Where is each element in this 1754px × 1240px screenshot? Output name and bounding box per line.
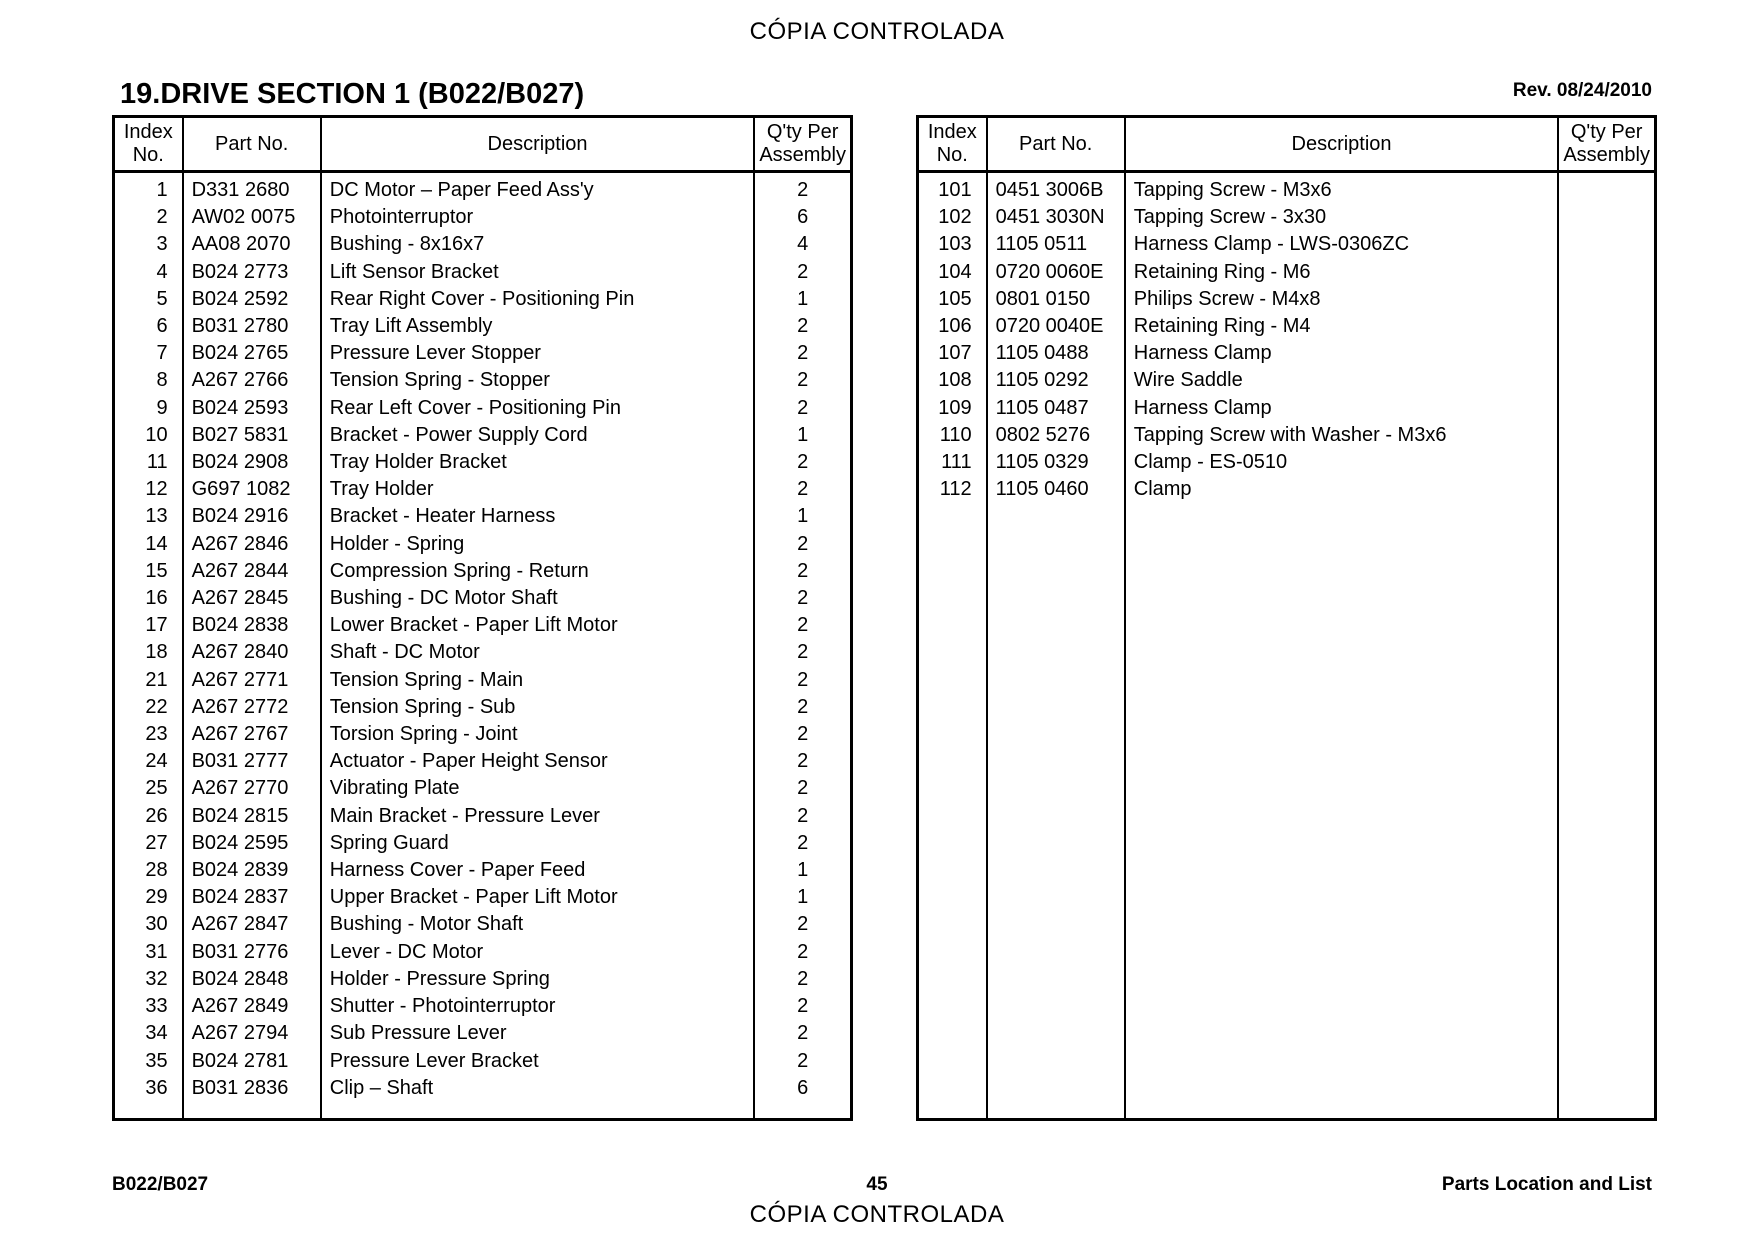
cell-qty	[1558, 367, 1655, 394]
cell-index: 27	[114, 830, 183, 857]
cell-part-no: 1105 0292	[987, 367, 1125, 394]
cell-part-no: B024 2592	[183, 286, 321, 313]
cell-part-no: A267 2846	[183, 531, 321, 558]
table-row	[114, 748, 852, 775]
cell-part-no: A267 2766	[183, 367, 321, 394]
cell-index: 4	[114, 259, 183, 286]
cell-description: Rear Right Cover - Positioning Pin	[321, 286, 755, 313]
cell-index: 24	[114, 748, 183, 775]
cell-qty: 1	[754, 857, 851, 884]
cell-index: 22	[114, 694, 183, 721]
cell-part-no: 1105 0487	[987, 395, 1125, 422]
cell-qty: 1	[754, 422, 851, 449]
filler-cell	[987, 503, 1125, 1119]
cell-qty: 1	[754, 286, 851, 313]
cell-description: Tension Spring - Sub	[321, 694, 755, 721]
cell-description: Spring Guard	[321, 830, 755, 857]
cell-description: Tray Lift Assembly	[321, 313, 755, 340]
table-row	[114, 286, 852, 313]
cell-part-no: 1105 0488	[987, 340, 1125, 367]
cell-description: DC Motor – Paper Feed Ass'y	[321, 172, 755, 205]
cell-description: Retaining Ring - M4	[1125, 313, 1559, 340]
cell-qty: 2	[754, 313, 851, 340]
cell-qty: 2	[754, 172, 851, 205]
table-row	[114, 884, 852, 911]
table-row	[918, 259, 1656, 286]
table-row	[114, 1048, 852, 1075]
cell-index: 18	[114, 639, 183, 666]
table-row	[114, 422, 852, 449]
table-row	[114, 172, 852, 205]
cell-index: 106	[918, 313, 987, 340]
cell-description: Harness Clamp	[1125, 395, 1559, 422]
filler-cell	[754, 1102, 851, 1120]
cell-qty	[1558, 172, 1655, 205]
cell-description: Holder - Pressure Spring	[321, 966, 755, 993]
table-row	[114, 395, 852, 422]
cell-index: 11	[114, 449, 183, 476]
cell-index: 14	[114, 531, 183, 558]
cell-qty: 2	[754, 1020, 851, 1047]
table-row	[918, 313, 1656, 340]
cell-index: 31	[114, 939, 183, 966]
cell-description: Harness Clamp - LWS-0306ZC	[1125, 231, 1559, 258]
cell-index: 34	[114, 1020, 183, 1047]
cell-description: Philips Screw - M4x8	[1125, 286, 1559, 313]
cell-description: Bracket - Heater Harness	[321, 503, 755, 530]
cell-part-no: B024 2765	[183, 340, 321, 367]
cell-description: Vibrating Plate	[321, 775, 755, 802]
cell-qty: 2	[754, 1048, 851, 1075]
table-row	[114, 1020, 852, 1047]
cell-description: Tapping Screw - M3x6	[1125, 172, 1559, 205]
table-row	[114, 803, 852, 830]
cell-description: Wire Saddle	[1125, 367, 1559, 394]
cell-part-no: A267 2772	[183, 694, 321, 721]
cell-part-no: B027 5831	[183, 422, 321, 449]
cell-part-no: A267 2770	[183, 775, 321, 802]
cell-part-no: D331 2680	[183, 172, 321, 205]
cell-qty: 4	[754, 231, 851, 258]
cell-part-no: 0451 3006B	[987, 172, 1125, 205]
cell-index: 36	[114, 1075, 183, 1102]
cell-part-no: B024 2781	[183, 1048, 321, 1075]
header-qty: Q'ty Per Assembly	[1558, 117, 1655, 172]
cell-qty: 2	[754, 775, 851, 802]
cell-description: Bushing - DC Motor Shaft	[321, 585, 755, 612]
cell-index: 103	[918, 231, 987, 258]
cell-description: Compression Spring - Return	[321, 558, 755, 585]
table-row	[114, 667, 852, 694]
cell-qty: 2	[754, 830, 851, 857]
cell-index: 2	[114, 204, 183, 231]
cell-part-no: A267 2849	[183, 993, 321, 1020]
cell-index: 29	[114, 884, 183, 911]
cell-description: Pressure Lever Bracket	[321, 1048, 755, 1075]
cell-index: 101	[918, 172, 987, 205]
header-part-no: Part No.	[987, 117, 1125, 172]
header-qty: Q'ty Per Assembly	[754, 117, 851, 172]
cell-qty: 2	[754, 558, 851, 585]
table-row	[114, 830, 852, 857]
cell-part-no: B024 2838	[183, 612, 321, 639]
cell-part-no: B031 2780	[183, 313, 321, 340]
cell-index: 102	[918, 204, 987, 231]
cell-qty: 2	[754, 748, 851, 775]
cell-part-no: B031 2777	[183, 748, 321, 775]
table-header-row	[114, 117, 852, 172]
cell-index: 108	[918, 367, 987, 394]
cell-description: Shutter - Photointerruptor	[321, 993, 755, 1020]
table-header-row	[918, 117, 1656, 172]
table-row	[114, 612, 852, 639]
cell-qty: 6	[754, 1075, 851, 1102]
table-row	[114, 259, 852, 286]
cell-index: 35	[114, 1048, 183, 1075]
cell-description: Tension Spring - Stopper	[321, 367, 755, 394]
table-row	[918, 449, 1656, 476]
table-row	[918, 231, 1656, 258]
cell-qty: 2	[754, 721, 851, 748]
table-row	[114, 585, 852, 612]
cell-part-no: A267 2767	[183, 721, 321, 748]
cell-qty: 1	[754, 884, 851, 911]
table-row	[114, 966, 852, 993]
table-row	[918, 476, 1656, 503]
parts-table-left	[112, 115, 853, 1121]
cell-description: Retaining Ring - M6	[1125, 259, 1559, 286]
cell-index: 1	[114, 172, 183, 205]
cell-description: Pressure Lever Stopper	[321, 340, 755, 367]
cell-part-no: A267 2840	[183, 639, 321, 666]
cell-qty	[1558, 313, 1655, 340]
cell-index: 28	[114, 857, 183, 884]
cell-part-no: B024 2848	[183, 966, 321, 993]
table-row	[114, 503, 852, 530]
cell-description: Clamp	[1125, 476, 1559, 503]
cell-index: 6	[114, 313, 183, 340]
cell-qty: 2	[754, 911, 851, 938]
header-part-no: Part No.	[183, 117, 321, 172]
table-row	[918, 204, 1656, 231]
cell-index: 25	[114, 775, 183, 802]
cell-part-no: B024 2815	[183, 803, 321, 830]
parts-table-right	[916, 115, 1657, 1121]
cell-index: 32	[114, 966, 183, 993]
cell-index: 109	[918, 395, 987, 422]
cell-index: 8	[114, 367, 183, 394]
filler-cell	[918, 503, 987, 1119]
cell-part-no: A267 2845	[183, 585, 321, 612]
cell-description: Tray Holder	[321, 476, 755, 503]
cell-description: Clamp - ES-0510	[1125, 449, 1559, 476]
table-row	[918, 367, 1656, 394]
cell-description: Bracket - Power Supply Cord	[321, 422, 755, 449]
cell-qty	[1558, 422, 1655, 449]
cell-qty: 2	[754, 639, 851, 666]
cell-description: Tapping Screw with Washer - M3x6	[1125, 422, 1559, 449]
cell-qty: 2	[754, 531, 851, 558]
cell-part-no: 0802 5276	[987, 422, 1125, 449]
cell-part-no: AA08 2070	[183, 231, 321, 258]
cell-description: Shaft - DC Motor	[321, 639, 755, 666]
cell-part-no: 1105 0511	[987, 231, 1125, 258]
table-row	[114, 367, 852, 394]
cell-description: Bushing - 8x16x7	[321, 231, 755, 258]
table-row	[114, 775, 852, 802]
cell-part-no: A267 2844	[183, 558, 321, 585]
cell-part-no: B031 2776	[183, 939, 321, 966]
cell-qty: 2	[754, 259, 851, 286]
cell-qty: 2	[754, 367, 851, 394]
table-row	[918, 172, 1656, 205]
cell-description: Lever - DC Motor	[321, 939, 755, 966]
cell-description: Clip – Shaft	[321, 1075, 755, 1102]
cell-description: Lift Sensor Bracket	[321, 259, 755, 286]
cell-index: 112	[918, 476, 987, 503]
filler-cell	[183, 1102, 321, 1120]
cell-part-no: B031 2836	[183, 1075, 321, 1102]
cell-qty: 2	[754, 803, 851, 830]
cell-index: 12	[114, 476, 183, 503]
cell-description: Bushing - Motor Shaft	[321, 911, 755, 938]
table-row	[114, 231, 852, 258]
cell-index: 21	[114, 667, 183, 694]
cell-part-no: B024 2837	[183, 884, 321, 911]
cell-description: Main Bracket - Pressure Lever	[321, 803, 755, 830]
cell-index: 10	[114, 422, 183, 449]
cell-part-no: B024 2839	[183, 857, 321, 884]
table-row	[918, 422, 1656, 449]
cell-qty	[1558, 286, 1655, 313]
cell-index: 30	[114, 911, 183, 938]
cell-description: Holder - Spring	[321, 531, 755, 558]
cell-part-no: B024 2593	[183, 395, 321, 422]
cell-index: 17	[114, 612, 183, 639]
filler-cell	[321, 1102, 755, 1120]
table-row	[918, 286, 1656, 313]
cell-qty: 2	[754, 476, 851, 503]
controlled-copy-watermark-top: CÓPIA CONTROLADA	[749, 18, 1005, 45]
table-row	[114, 911, 852, 938]
table-row	[114, 939, 852, 966]
cell-qty: 1	[754, 503, 851, 530]
cell-part-no: AW02 0075	[183, 204, 321, 231]
table-row	[114, 993, 852, 1020]
filler-cell	[1125, 503, 1559, 1119]
table-row	[114, 694, 852, 721]
cell-description: Harness Clamp	[1125, 340, 1559, 367]
cell-index: 110	[918, 422, 987, 449]
cell-index: 5	[114, 286, 183, 313]
cell-qty: 2	[754, 993, 851, 1020]
cell-index: 111	[918, 449, 987, 476]
table-filler-row	[918, 503, 1656, 1119]
cell-description: Harness Cover - Paper Feed	[321, 857, 755, 884]
cell-description: Rear Left Cover - Positioning Pin	[321, 395, 755, 422]
table-row	[114, 857, 852, 884]
parts-table-right-body	[918, 172, 1656, 1120]
table-row	[114, 639, 852, 666]
cell-index: 105	[918, 286, 987, 313]
table-row	[114, 558, 852, 585]
cell-description: Tension Spring - Main	[321, 667, 755, 694]
cell-index: 107	[918, 340, 987, 367]
cell-part-no: B024 2773	[183, 259, 321, 286]
cell-part-no: B024 2916	[183, 503, 321, 530]
cell-qty: 6	[754, 204, 851, 231]
cell-index: 9	[114, 395, 183, 422]
table-row	[114, 313, 852, 340]
cell-index: 7	[114, 340, 183, 367]
header-description: Description	[321, 117, 755, 172]
table-row	[114, 204, 852, 231]
cell-part-no: 1105 0460	[987, 476, 1125, 503]
cell-part-no: 1105 0329	[987, 449, 1125, 476]
cell-qty: 2	[754, 966, 851, 993]
cell-index: 13	[114, 503, 183, 530]
table-row	[114, 1075, 852, 1102]
cell-qty	[1558, 231, 1655, 258]
cell-qty	[1558, 449, 1655, 476]
cell-index: 104	[918, 259, 987, 286]
cell-part-no: A267 2771	[183, 667, 321, 694]
footer-section-name: Parts Location and List	[1441, 1174, 1652, 1195]
cell-index: 23	[114, 721, 183, 748]
cell-qty	[1558, 204, 1655, 231]
cell-part-no: B024 2595	[183, 830, 321, 857]
table-row	[918, 395, 1656, 422]
cell-qty: 2	[754, 395, 851, 422]
cell-qty: 2	[754, 694, 851, 721]
cell-part-no: A267 2794	[183, 1020, 321, 1047]
cell-index: 26	[114, 803, 183, 830]
section-title: 19.DRIVE SECTION 1 (B022/B027)	[120, 78, 585, 110]
cell-qty	[1558, 259, 1655, 286]
cell-qty	[1558, 395, 1655, 422]
cell-index: 3	[114, 231, 183, 258]
footer-model: B022/B027	[112, 1174, 209, 1195]
cell-part-no: A267 2847	[183, 911, 321, 938]
cell-description: Upper Bracket - Paper Lift Motor	[321, 884, 755, 911]
cell-qty: 2	[754, 585, 851, 612]
cell-part-no: 0720 0040E	[987, 313, 1125, 340]
revision-date: Rev. 08/24/2010	[1512, 80, 1652, 101]
cell-description: Lower Bracket - Paper Lift Motor	[321, 612, 755, 639]
footer-page-number: 45	[866, 1174, 888, 1195]
cell-part-no: 0451 3030N	[987, 204, 1125, 231]
table-row	[114, 721, 852, 748]
cell-qty	[1558, 476, 1655, 503]
cell-part-no: G697 1082	[183, 476, 321, 503]
header-index: Index No.	[918, 117, 987, 172]
cell-index: 16	[114, 585, 183, 612]
cell-index: 15	[114, 558, 183, 585]
cell-qty: 2	[754, 612, 851, 639]
cell-description: Actuator - Paper Height Sensor	[321, 748, 755, 775]
cell-description: Photointerruptor	[321, 204, 755, 231]
cell-description: Torsion Spring - Joint	[321, 721, 755, 748]
cell-description: Tapping Screw - 3x30	[1125, 204, 1559, 231]
cell-part-no: 0720 0060E	[987, 259, 1125, 286]
table-row	[918, 340, 1656, 367]
header-description: Description	[1125, 117, 1559, 172]
cell-description: Sub Pressure Lever	[321, 1020, 755, 1047]
header-index: Index No.	[114, 117, 183, 172]
cell-description: Tray Holder Bracket	[321, 449, 755, 476]
cell-qty: 2	[754, 340, 851, 367]
cell-qty	[1558, 340, 1655, 367]
table-row	[114, 449, 852, 476]
cell-index: 33	[114, 993, 183, 1020]
table-row	[114, 531, 852, 558]
cell-qty: 2	[754, 667, 851, 694]
cell-part-no: 0801 0150	[987, 286, 1125, 313]
table-row	[114, 340, 852, 367]
table-row	[114, 476, 852, 503]
controlled-copy-watermark-bottom: CÓPIA CONTROLADA	[749, 1201, 1005, 1228]
filler-cell	[1558, 503, 1655, 1119]
cell-qty: 2	[754, 449, 851, 476]
cell-part-no: B024 2908	[183, 449, 321, 476]
parts-table-left-body	[114, 172, 852, 1120]
cell-qty: 2	[754, 939, 851, 966]
filler-cell	[114, 1102, 183, 1120]
table-filler-row	[114, 1102, 852, 1120]
